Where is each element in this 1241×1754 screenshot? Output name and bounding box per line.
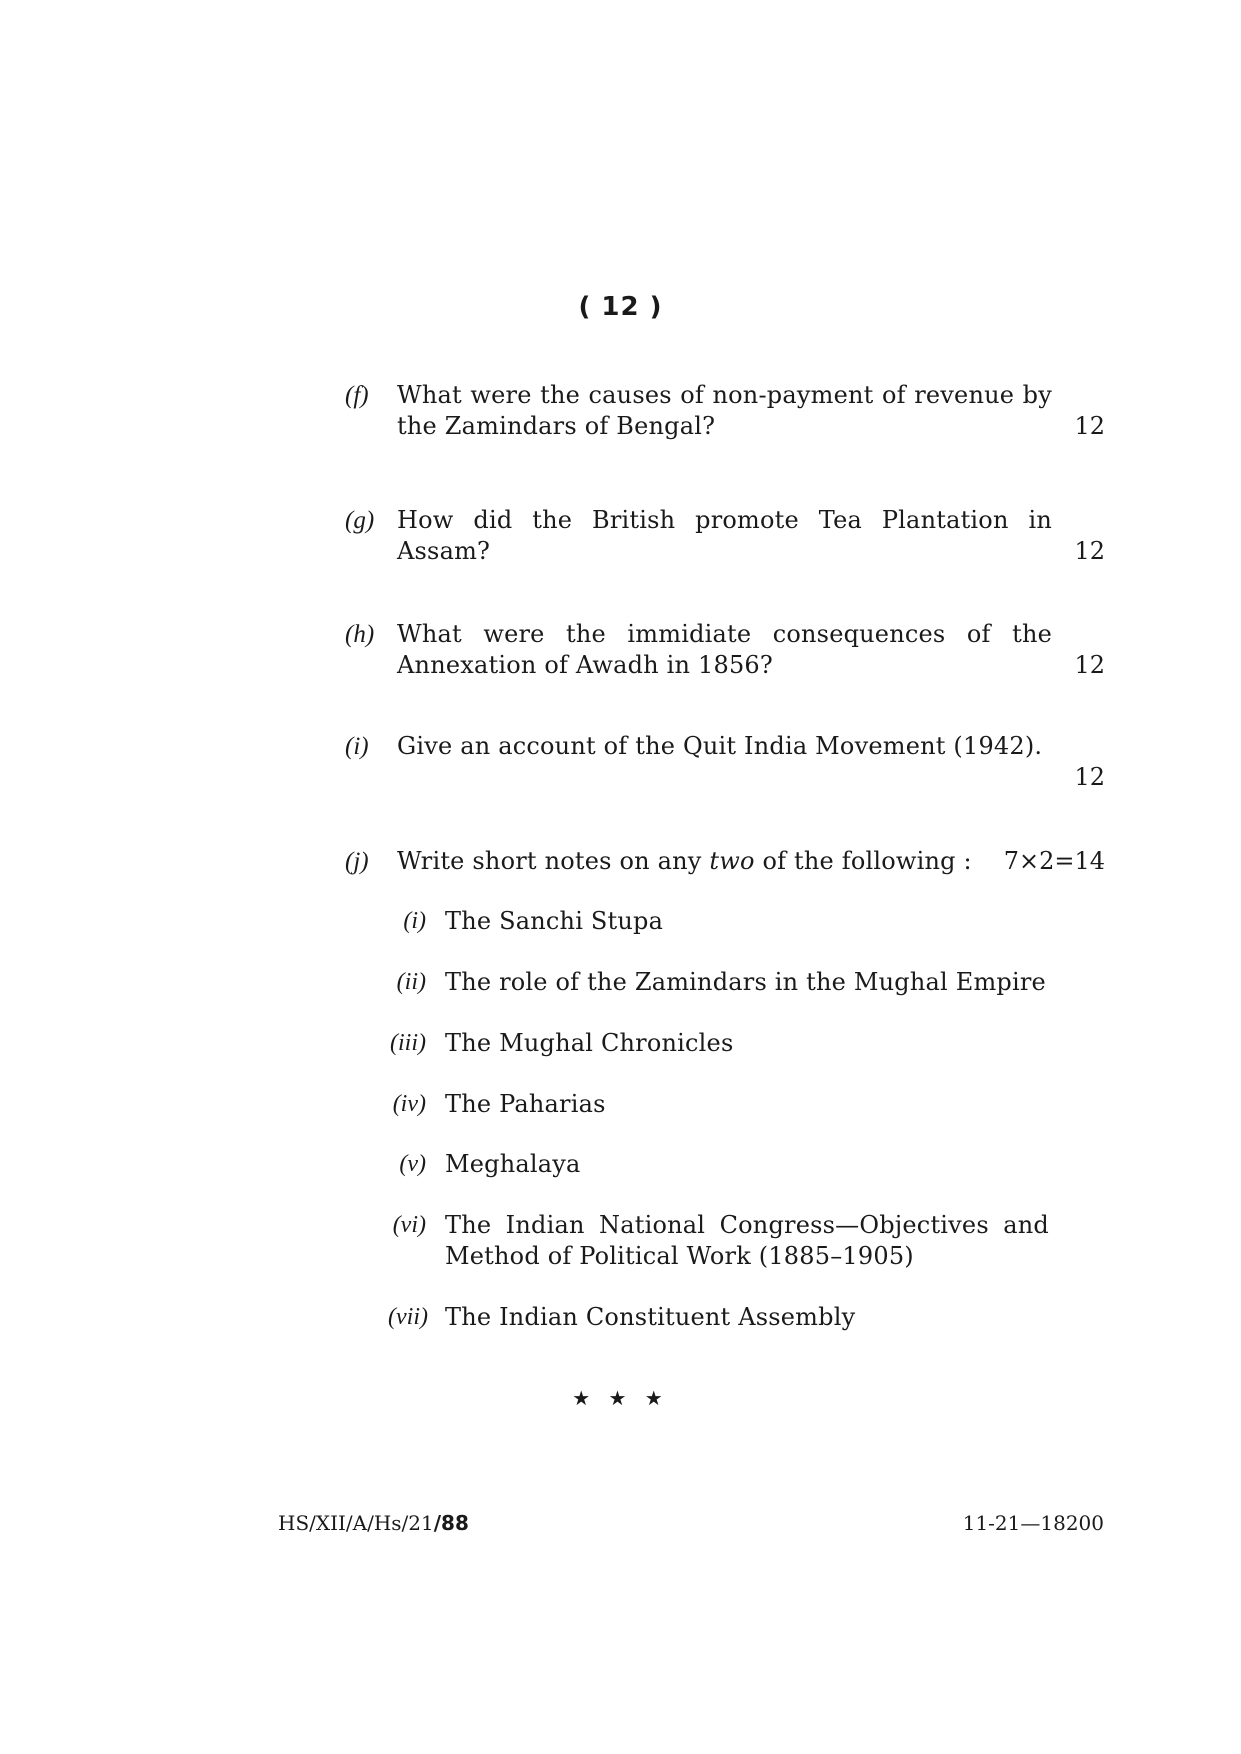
question-marks: 12 (1074, 651, 1105, 679)
question-label: (i) (345, 733, 369, 760)
question-text: Give an account of the Quit India Movement (1942). (397, 732, 1043, 760)
question-label: (g) (345, 507, 375, 534)
end-marker-stars: ★ ★ ★ (572, 1386, 669, 1410)
list-item-label: (iii) (390, 1030, 426, 1056)
question-marks: 12 (1074, 412, 1105, 440)
question-label: (f) (345, 382, 369, 409)
question-label: (h) (345, 621, 375, 648)
question-text: How did the British promote Tea Plantation in Assam? (397, 506, 1052, 565)
list-item-label: (vi) (392, 1212, 426, 1238)
list-item-text: The Indian Constituent Assembly (445, 1303, 856, 1331)
list-item-text: Meghalaya (445, 1150, 581, 1178)
list-item-text: The role of the Zamindars in the Mughal Empire (445, 968, 1046, 996)
footer-print-info: 11-21—18200 (962, 1511, 1104, 1535)
question-text: What were the causes of non-payment of revenue by the Zamindars of Bengal? (397, 381, 1052, 440)
list-item-label: (vii) (388, 1304, 428, 1330)
page-number: ( 12 ) (578, 292, 663, 322)
list-item-text: The Paharias (445, 1090, 606, 1118)
question-marks: 12 (1074, 537, 1105, 565)
list-item-label: (i) (403, 908, 426, 934)
question-marks: 7×2=14 (1003, 847, 1105, 875)
list-item-label: (ii) (396, 969, 426, 995)
list-item-text: The Mughal Chronicles (445, 1029, 734, 1057)
emphasis-two: two (709, 847, 755, 875)
list-item-label: (v) (399, 1151, 426, 1177)
footer-paper-code: HS/XII/A/Hs/21/88 (278, 1511, 469, 1535)
question-text: Write short notes on any two of the following : (397, 847, 972, 875)
question-label: (j) (345, 848, 369, 875)
question-text: What were the immidiate consequences of the Annexation of Awadh in 1856? (397, 620, 1052, 679)
list-item-text: The Sanchi Stupa (445, 907, 664, 935)
list-item-text: The Indian National Congress—Objectives and Method of Political Work (1885–1905) (445, 1211, 1049, 1270)
list-item-label: (iv) (392, 1091, 426, 1117)
question-marks: 12 (1074, 763, 1105, 791)
